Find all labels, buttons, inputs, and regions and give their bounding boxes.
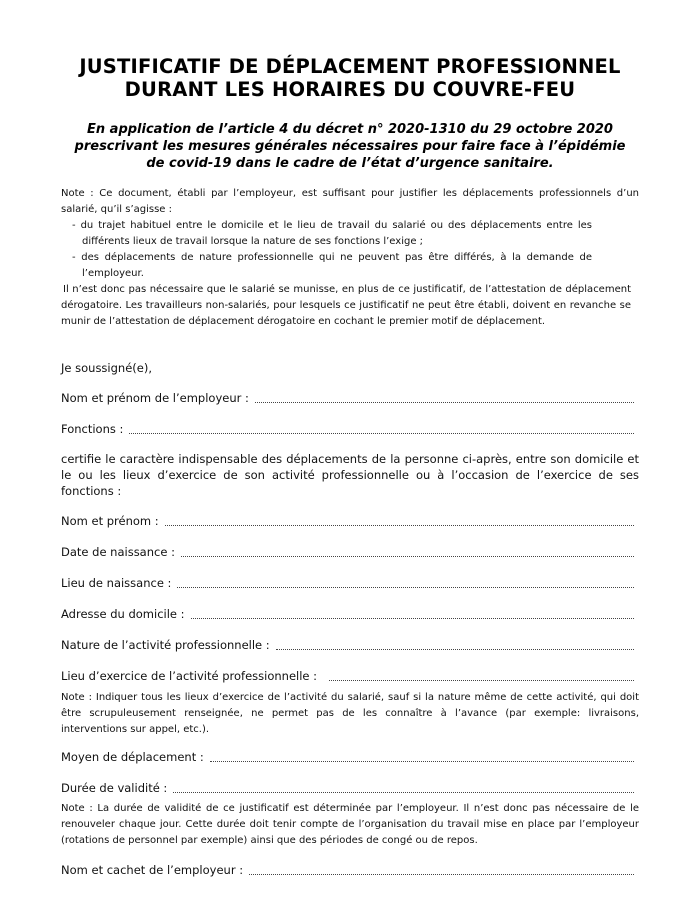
activity-nature-line[interactable]: [276, 649, 634, 650]
note-closing: Il n’est donc pas nécessaire que le salarié se munisse, en plus de ce justificatif, de l’attestation de déplacement dérogatoire. Les travailleurs non-salariés, pour lesquels ce justificatif ne peut être établi, doivent en revanche se munir de l’attestation de déplacement dérogatoire en cochant le premier motif de déplacement.: [61, 284, 631, 327]
birth-date-label: Date de naissance :: [61, 545, 175, 559]
employer-name-field[interactable]: [61, 390, 634, 406]
validity-label: Durée de validité :: [61, 781, 168, 795]
note-bullet-commute: - du trajet habituel entre le domicile et le lieu de travail du salarié ou des déplacements entre les différents lieux de travail lorsque la nature de ses fonctions l’exige ;: [72, 220, 592, 247]
note-activity-places: Note : Indiquer tous les lieux d’exercice de l’activité du salarié, sauf si la nature même de cette activité, qui doit être scrupuleusement renseignée, ne permet pas de les connaître à l’avance (par exemple: livraisons, interventions sur appel, etc.).: [61, 692, 639, 735]
activity-place-line[interactable]: [329, 680, 634, 681]
birth-place-label: Lieu de naissance :: [61, 576, 172, 590]
address-label: Adresse du domicile :: [61, 607, 185, 621]
transport-label: Moyen de déplacement :: [61, 750, 204, 764]
document-title-line2: DURANT LES HORAIRES DU COUVRE-FEU: [124, 78, 576, 101]
note-intro: Note : Ce document, établi par l’employeur, est suffisant pour justifier les déplacements professionnels d’un salarié, qu’il s’agisse :: [61, 188, 639, 215]
transport-line[interactable]: [210, 761, 634, 762]
functions-label: Fonctions :: [61, 422, 124, 436]
birth-place-field[interactable]: [61, 575, 634, 591]
activity-place-label: Lieu d’exercice de l’activité professionnelle :: [61, 669, 318, 683]
activity-place-field[interactable]: [61, 668, 634, 684]
name-line[interactable]: [165, 525, 634, 526]
employer-stamp-label: Nom et cachet de l’employeur :: [61, 863, 244, 877]
employer-stamp-field[interactable]: [61, 862, 634, 878]
birth-place-line[interactable]: [177, 587, 634, 588]
soussigne-label: Je soussigné(e),: [61, 361, 152, 375]
subtitle-line1: En application de l’article 4 du décret n° 2020-1310 du 29 octobre 2020: [87, 122, 613, 137]
transport-field[interactable]: [61, 749, 634, 765]
functions-field[interactable]: [61, 421, 634, 437]
subtitle-line3: de covid-19 dans le cadre de l’état d’urgence sanitaire.: [146, 156, 554, 171]
employer-name-line[interactable]: [255, 402, 634, 403]
address-field[interactable]: [61, 606, 634, 622]
document-title-line1: JUSTIFICATIF DE DÉPLACEMENT PROFESSIONNEL: [79, 55, 621, 78]
employer-stamp-line[interactable]: [249, 874, 634, 875]
activity-nature-field[interactable]: [61, 637, 634, 653]
birth-date-line[interactable]: [181, 556, 634, 557]
name-field[interactable]: [61, 513, 634, 529]
note-validity: Note : La durée de validité de ce justificatif est déterminée par l’employeur. Il n’est donc pas nécessaire de le renouveler chaque jour. Cette durée doit tenir compte de l’organisation du travail mise en place par l’employeur (rotations de personnel par exemple) ainsi que des périodes de congé ou de repos.: [61, 803, 639, 846]
subtitle-line2: prescrivant les mesures générales nécessaires pour faire face à l’épidémie: [74, 139, 626, 154]
validity-line[interactable]: [173, 792, 634, 793]
certify-paragraph: certifie le caractère indispensable des déplacements de la personne ci-après, entre son domicile et le ou les lieux d’exercice de son activité professionnelle ou à l’occasion de l’exercice de ses fonctions :: [61, 452, 639, 498]
address-line[interactable]: [191, 618, 634, 619]
note-bullet-professional: - des déplacements de nature professionnelle qui ne peuvent pas être différés, à la demande de l’employeur.: [72, 252, 592, 279]
activity-nature-label: Nature de l’activité professionnelle :: [61, 638, 270, 652]
functions-line[interactable]: [129, 433, 634, 434]
employer-name-label: Nom et prénom de l’employeur :: [61, 391, 249, 405]
validity-field[interactable]: [61, 780, 634, 796]
name-label: Nom et prénom :: [61, 514, 159, 528]
birth-date-field[interactable]: [61, 544, 634, 560]
